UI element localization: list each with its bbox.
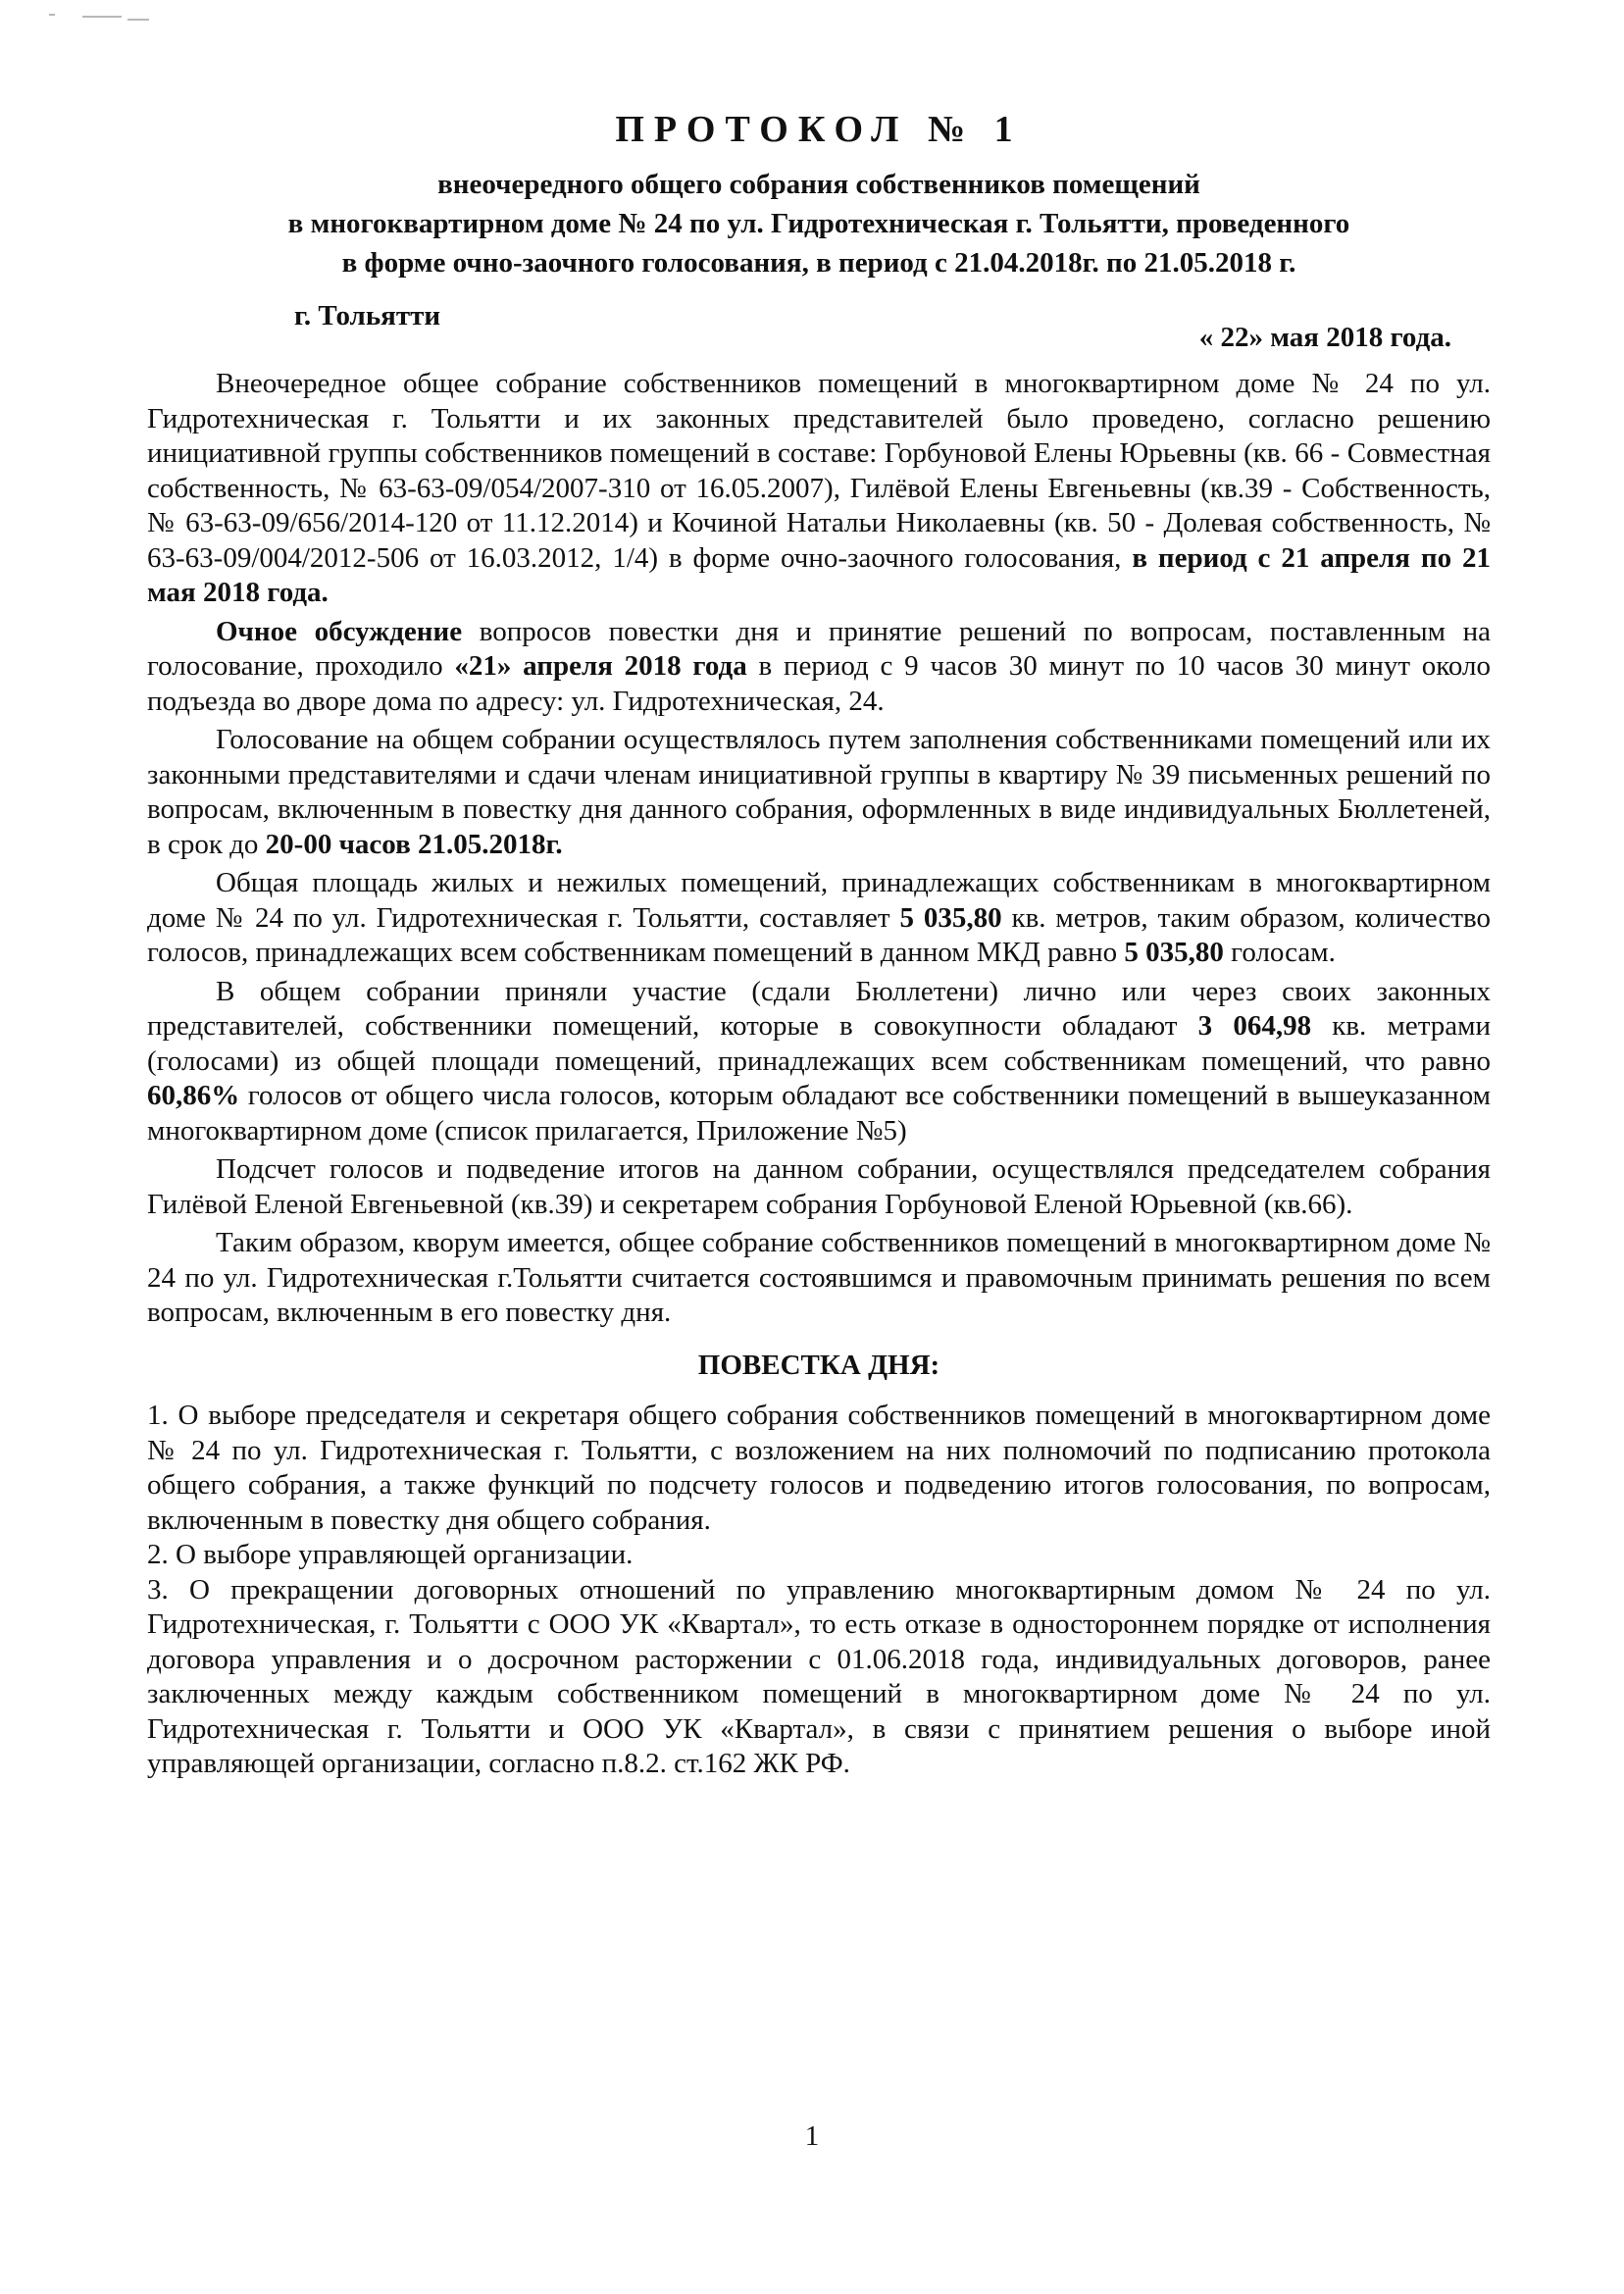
paragraph-3 xyxy=(147,723,1491,862)
paragraph-4-text-3: голосам. xyxy=(1223,937,1336,968)
paragraph-2-bold-2: «21» апреля 2018 года xyxy=(454,650,747,682)
paragraph-5-bold-2: 60,86% xyxy=(147,1080,240,1111)
agenda-item-1: 1. О выборе председателя и секретаря общего собрания собственников помещений в многоквартирном доме № 24 по ул. Гидротехническая г. Тольятти, с возложением на них полномочий по подписанию протокола общего собрания, а также функций по подсчету голосов и подведению итогов голосования, по вопросам, включенным в повестку дня общего собрания. xyxy=(147,1400,1491,1536)
paragraph-2 xyxy=(147,615,1491,720)
paragraph-6-text: Подсчет голосов и подведение итогов на данном собрании, осуществлялся председателем собрания Гилёвой Еленой Евгеньевной (кв.39) и секретарем собрания Горбуновой Еленой Юрьевной (кв.66). xyxy=(147,1153,1491,1220)
paragraph-5-text-1: В общем собрании приняли участие (сдали Бюллетени) лично или через своих законных представителей, собственники помещений, которые в совокупности обладают xyxy=(147,975,1491,1042)
document-page xyxy=(147,108,1491,2217)
paragraph-5-bold-1: 3 064,98 xyxy=(1197,1010,1312,1042)
document-place: г. Тольятти xyxy=(294,300,441,331)
paragraph-4-bold-1: 5 035,80 xyxy=(899,901,1002,934)
paragraph-5-text-2: кв. метрами (голосами) из общей площади помещений, принадлежащих всем собственникам помещений, что равно xyxy=(147,1010,1491,1077)
paragraph-5-text-3: голосов от общего числа голосов, которым обладают все собственники помещений в вышеуказанном многоквартирном доме (список прилагается, Приложение №5) xyxy=(147,1080,1491,1147)
paragraph-1-text: Внеочередное общее собрание собственников помещений в многоквартирном доме № 24 по ул. Гидротехническая г. Тольятти и их законных представителей было проведено, согласно решению инициативной группы собственников помещений в составе: Горбуновой Елены Юрьевны (кв. 66 - Совместная собственность, № 63-63-09/054/2007-310 от 16.05.2007), Гилёвой Елены Евгеньевны (кв.39 - Собственность, № 63-63-09/656/2014-120 от 11.12.2014) и Кочиной Натальи Николаевны (кв. 50 - Долевая собственность, № 63-63-09/004/2012-506 от 16.03.2012, 1/4) в форме очно-заочного голосования, xyxy=(147,368,1491,574)
place-date-row xyxy=(147,300,1491,361)
paragraph-2-bold-1: Очное обсуждение xyxy=(216,615,463,647)
paragraph-4 xyxy=(147,866,1491,971)
paragraph-2-text-1: вопросов повестки дня и принятие решений по вопросам, поставленным на голосование, проходило xyxy=(147,615,1491,682)
agenda-item-3: 3. О прекращении договорных отношений по управлению многоквартирным домом № 24 по ул. Гидротехническая, г. Тольятти с ООО УК «Квартал», то есть отказе в одностороннем порядке от исполнения договора управления и о досрочном расторжении с 01.06.2018 года, индивидуальных договоров, ранее заключенных между каждым собственником помещений в многоквартирном доме № 24 по ул. Гидротехническая г. Тольятти и ООО УК «Квартал», в связи с принятием решения о выборе иной управляющей организации, согласно п.8.2. ст.162 ЖК РФ. xyxy=(147,1573,1491,1779)
subtitle-line-3: в форме очно-заочного голосования, в период с 21.04.2018г. по 21.05.2018 г. xyxy=(341,247,1296,279)
paragraph-5 xyxy=(147,975,1491,1149)
scan-artifact-mark xyxy=(49,12,157,22)
agenda-list xyxy=(147,1399,1491,1782)
paragraph-6 xyxy=(147,1152,1491,1222)
paragraph-1 xyxy=(147,367,1491,611)
paragraph-3-text: Голосование на общем собрании осуществлялось путем заполнения собственниками помещений или их законными представителями и сдачи членам инициативной группы в квартиру № 39 письменных решений по вопросам, включенным в повестку дня данного собрания, оформленных в виде индивидуальных Бюллетеней, в срок до xyxy=(147,724,1491,860)
paragraph-3-bold: 20-00 часов 21.05.2018г. xyxy=(265,828,563,860)
agenda-title: ПОВЕСТКА ДНЯ: xyxy=(697,1349,940,1381)
agenda-item-2: 2. О выборе управляющей организации. xyxy=(147,1539,634,1570)
document-body xyxy=(147,367,1491,1782)
paragraph-4-text-2: кв. метров, таким образом, количество голосов, принадлежащих всем собственникам помещений в данном МКД равно xyxy=(147,901,1492,968)
subtitle-line-1: внеочередного общего собрания собственников помещений xyxy=(437,169,1200,200)
paragraph-4-bold-2: 5 035,80 xyxy=(1124,937,1224,968)
document-date: « 22» мая 2018 года. xyxy=(1198,322,1451,353)
paragraph-4-text-1: Общая площадь жилых и нежилых помещений, принадлежащих собственникам в многоквартирном доме № 24 по ул. Гидротехническая г. Тольятти, составляет xyxy=(147,867,1491,934)
paragraph-2-text-2: в период с 9 часов 30 минут по 10 часов 30 минут около подъезда во дворе дома по адресу: ул. Гидротехническая, 24. xyxy=(147,650,1491,717)
document-title: ПРОТОКОЛ № 1 xyxy=(615,109,1023,150)
subtitle-line-2: в многоквартирном доме № 24 по ул. Гидротехническая г. Тольятти, проведенного xyxy=(287,208,1350,239)
paragraph-1-bold: в период с 21 апреля по 21 мая 2018 года. xyxy=(147,541,1492,608)
paragraph-7 xyxy=(147,1226,1491,1331)
paragraph-7-text: Таким образом, кворум имеется, общее собрание собственников помещений в многоквартирном доме № 24 по ул. Гидротехническая г.Тольятти считается состоявшимся и правомочным принимать решения по всем вопросам, включенным в его повестку дня. xyxy=(147,1227,1491,1328)
page-number: 1 xyxy=(804,2120,820,2152)
